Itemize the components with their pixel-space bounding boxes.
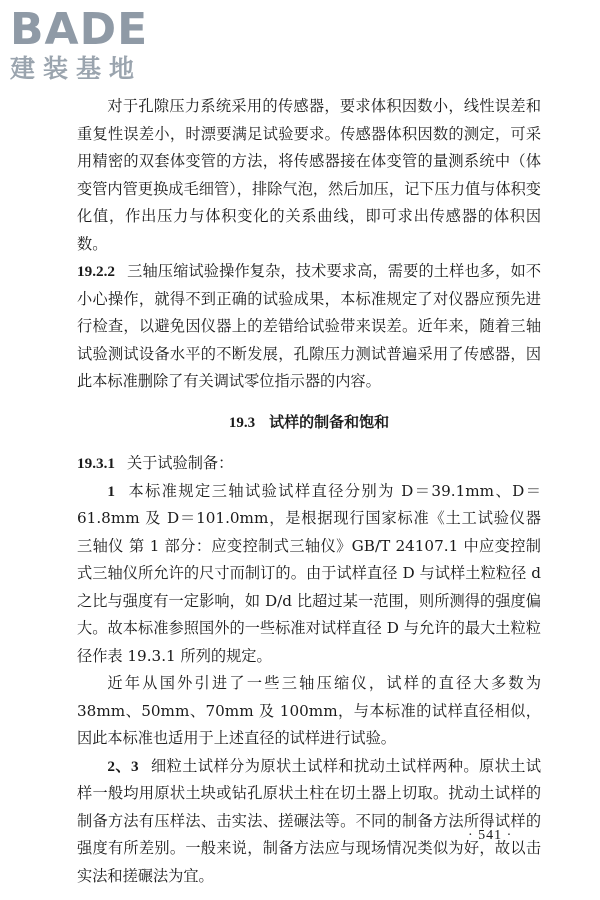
clause-19-3-1 xyxy=(77,450,541,478)
section-number: 19.3 xyxy=(228,414,256,431)
item-text: 本标准规定三轴试验试样直径分别为 D＝39.1mm、D＝61.8mm 及 D＝101.0mm，是根据现行国家标准《土工试验仪器 三轴仪 第 1 部分：应变控制式三轴仪》GB/T 24107.1 中应变控制式三轴仪所允许的尺寸而制订的。由于试样直径 D 与试样土粒粒径 d 之比与强度有一定影响，如 D/d 比超过某一范围，则所测得的强度偏大。故本标准参照国外的一些标准对试样直径 D 与允许的最大土粒粒径作表 19.3.1 所列的规定。 xyxy=(77,481,541,665)
section-heading xyxy=(77,409,541,438)
logo-wordmark: BADE xyxy=(10,4,149,55)
item-2-3 xyxy=(77,753,541,891)
item-1 xyxy=(77,478,541,671)
clause-text: 关于试验制备： xyxy=(126,454,234,472)
clause-number: 19.2.2 xyxy=(77,263,115,280)
item-number: 1 xyxy=(107,482,115,500)
page-body xyxy=(77,93,541,890)
bade-logo xyxy=(10,6,180,90)
paragraph-sensor: 对于孔隙压力系统采用的传感器，要求体积因数小，线性误差和重复性误差小，时漂要满足试验要求。传感器体积因数的测定，可采用精密的双套体变管的方法，将传感器接在体变管的量测系统中（体变管内管更换成毛细管），排除气泡，然后加压，记下压力值与体积变化值，作出压力与体积变化的关系曲线，即可求出传感器的体积因数。 xyxy=(77,97,541,253)
paragraph-imported-apparatus: 近年从国外引进了一些三轴压缩仪，试样的直径大多数为38mm、50mm、70mm 及 100mm，与本标准的试样直径相似，因此本标准也适用于上述直径的试样进行试验。 xyxy=(77,674,541,747)
clause-19-2-2 xyxy=(77,258,541,396)
clause-number: 19.3.1 xyxy=(77,455,115,472)
page-number: · 541 · xyxy=(468,828,513,843)
item-text: 细粒土试样分为原状土试样和扰动土试样两种。原状土试样一般均用原状土块或钻孔原状土柱在切土器上切取。扰动土试样的制备方法有压样法、击实法、搓碾法等。不同的制备方法所得试样的强度有所差别。一般来说，制备方法应与现场情况类似为好，故以击实法和搓碾法为宜。 xyxy=(77,756,542,885)
item-number: 2、3 xyxy=(107,757,139,775)
logo-subtitle: 建装基地 xyxy=(10,54,143,83)
section-title: 试样的制备和饱和 xyxy=(269,412,390,431)
clause-text: 三轴压缩试验操作复杂，技术要求高，需要的土样也多，如不小心操作，就得不到正确的试验成果，本标准规定了对仪器应预先进行检查，以避免因仪器上的差错给试验带来误差。近年来，随着三轴试验测试设备水平的不断发展，孔隙压力测试普遍采用了传感器，因此本标准删除了有关调试零位指示器的内容。 xyxy=(77,262,541,390)
